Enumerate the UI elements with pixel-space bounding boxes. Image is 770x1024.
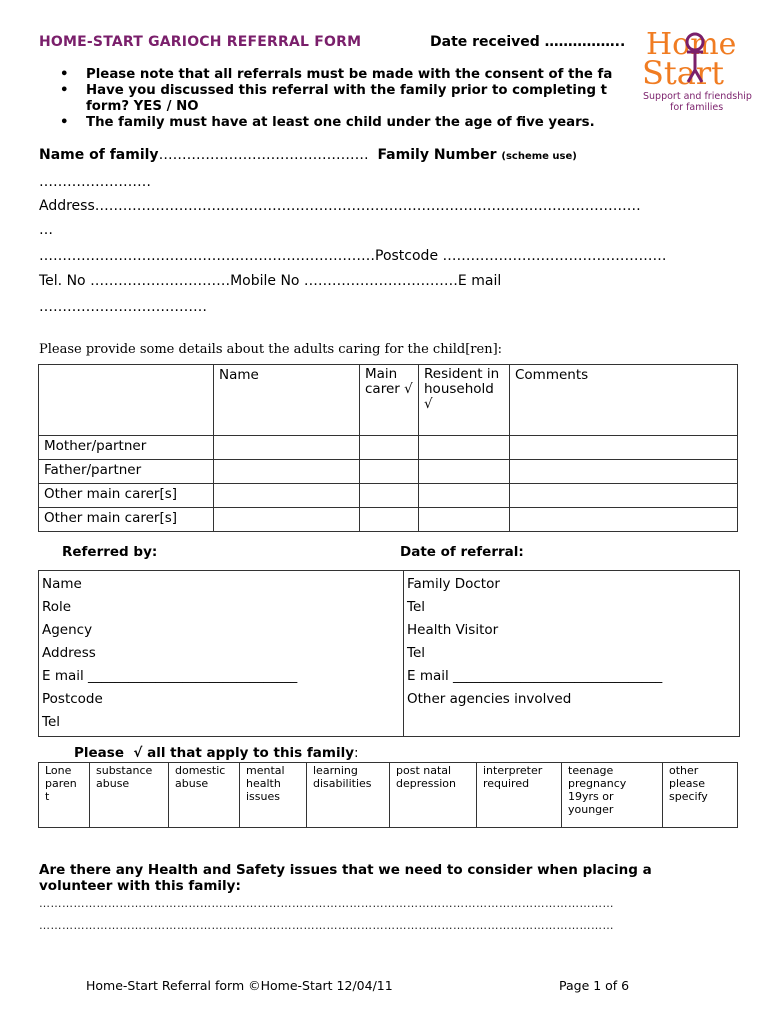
adults-cell[interactable]	[360, 508, 419, 532]
footer-left: Home-Start Referral form ©Home-Start 12/04/11	[86, 978, 393, 993]
referral-divider	[403, 571, 404, 736]
adults-cell[interactable]	[510, 484, 738, 508]
health-visitor-tel-field[interactable]: Tel	[407, 645, 426, 661]
adults-header-blank	[39, 365, 214, 436]
family-name-field[interactable]: ………………………………………	[158, 147, 369, 163]
family-name-line	[39, 147, 577, 163]
postcode-field[interactable]: ………………………………………………………………Postcode …………………………………………	[39, 248, 667, 264]
apply-option[interactable]: post natal depression	[390, 763, 477, 828]
adults-cell[interactable]	[360, 484, 419, 508]
apply-option[interactable]: substance abuse	[90, 763, 169, 828]
adults-cell[interactable]	[214, 436, 360, 460]
adults-cell[interactable]	[419, 436, 510, 460]
notes-list	[60, 67, 612, 131]
home-start-logo	[640, 22, 760, 114]
table-row	[39, 436, 738, 460]
table-row	[39, 484, 738, 508]
email-field[interactable]: ………………………………	[39, 299, 207, 315]
referred-by-heading: Referred by:	[62, 544, 158, 560]
date-received: Date received ……………..	[430, 34, 626, 50]
referrer-agency-field[interactable]: Agency	[42, 622, 93, 638]
adults-cell[interactable]	[419, 484, 510, 508]
address-cont-field[interactable]: …	[39, 222, 53, 238]
adults-row-label: Father/partner	[39, 460, 214, 484]
address-field[interactable]: Address………………………………………………………………………………………………………	[39, 198, 641, 214]
apply-heading: Please √ all that apply to this family:	[74, 745, 359, 761]
adults-cell[interactable]	[510, 436, 738, 460]
apply-row	[39, 763, 738, 828]
family-number-label: Family Number	[377, 147, 497, 163]
health-safety-line-1[interactable]: ……………………………………………………………………………………………………………………………………	[39, 897, 614, 910]
adults-cell[interactable]	[510, 460, 738, 484]
health-visitor-field[interactable]: Health Visitor	[407, 622, 499, 638]
other-agencies-field[interactable]: Other agencies involved	[407, 691, 572, 707]
referrer-address-field[interactable]: Address	[42, 645, 96, 661]
family-number-field[interactable]: ……………………	[39, 174, 151, 190]
apply-table	[38, 762, 738, 828]
note-consent: • Please note that all referrals must be made with the consent of the fa	[60, 67, 612, 83]
adults-cell[interactable]	[360, 460, 419, 484]
adults-row-label: Other main carer[s]	[39, 484, 214, 508]
tel-mobile-email-field[interactable]: Tel. No …………………………Mobile No ……………………………E mail	[39, 273, 502, 289]
logo-home-text: Home	[646, 27, 737, 62]
health-safety-question: Are there any Health and Safety issues that we need to consider when placing a volunteer with this family:	[39, 862, 652, 894]
note-discussed-cont: form? YES / NO	[86, 99, 199, 114]
adults-cell[interactable]	[510, 508, 738, 532]
adults-header-name: Name	[214, 365, 360, 436]
adults-cell[interactable]	[214, 484, 360, 508]
table-row	[39, 460, 738, 484]
family-name-label: Name of family	[39, 147, 159, 163]
referrer-role-field[interactable]: Role	[42, 599, 72, 615]
referrer-details	[42, 571, 297, 734]
apply-option[interactable]: interpreter required	[477, 763, 562, 828]
referral-box	[38, 570, 740, 737]
adults-cell[interactable]	[419, 508, 510, 532]
apply-option[interactable]: mental health issues	[240, 763, 307, 828]
adults-cell[interactable]	[360, 436, 419, 460]
referrer-postcode-field[interactable]: Postcode	[42, 691, 103, 707]
note-discussed: • Have you discussed this referral with the family prior to completing t	[60, 83, 612, 99]
check-icon: √	[133, 745, 143, 761]
referrer-name-field[interactable]: Name	[42, 576, 82, 592]
adults-cell[interactable]	[214, 460, 360, 484]
adults-intro: Please provide some details about the adults caring for the child[ren]:	[39, 342, 503, 357]
date-of-referral-heading: Date of referral:	[400, 544, 524, 560]
logo-tagline-2: for families	[670, 102, 724, 113]
apply-option[interactable]: domestic abuse	[169, 763, 240, 828]
referrer-tel-field[interactable]: Tel	[42, 714, 61, 730]
adults-row-label: Mother/partner	[39, 436, 214, 460]
logo-tagline-1: Support and friendship	[643, 91, 752, 102]
health-safety-line-2[interactable]: ……………………………………………………………………………………………………………………………………	[39, 919, 614, 932]
referrer-email-field[interactable]: E mail _______________________________	[42, 668, 298, 684]
page-number: Page 1 of 6	[559, 978, 630, 993]
adults-table	[38, 364, 738, 532]
logo-start-text: Start	[642, 54, 725, 92]
adults-header-main-carer: Main carer √	[360, 365, 419, 436]
adults-cell[interactable]	[214, 508, 360, 532]
table-row	[39, 508, 738, 532]
adults-cell[interactable]	[419, 460, 510, 484]
apply-option[interactable]: Lone paren t	[39, 763, 90, 828]
apply-option[interactable]: learning disabilities	[307, 763, 390, 828]
apply-option[interactable]: teenage pregnancy 19yrs or younger	[562, 763, 663, 828]
adults-header-resident: Resident in household √	[419, 365, 510, 436]
apply-option[interactable]: other please specify	[663, 763, 738, 828]
health-contacts	[407, 571, 662, 711]
adults-header-comments: Comments	[510, 365, 738, 436]
adults-row-label: Other main carer[s]	[39, 508, 214, 532]
doctor-tel-field[interactable]: Tel	[407, 599, 426, 615]
health-email-field[interactable]: E mail _______________________________	[407, 668, 663, 684]
form-title: HOME-START GARIOCH REFERRAL FORM	[39, 34, 362, 50]
adults-header-row	[39, 365, 738, 436]
family-doctor-field[interactable]: Family Doctor	[407, 576, 500, 592]
note-child-age: • The family must have at least one child under the age of five years.	[60, 115, 612, 131]
family-number-sub: (scheme use)	[501, 151, 577, 162]
